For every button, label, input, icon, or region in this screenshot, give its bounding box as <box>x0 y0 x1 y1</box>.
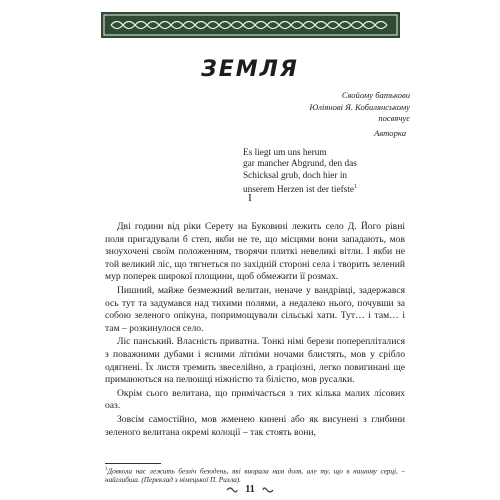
paragraph: Дві години від ріки Серету на Буковині лежить село Д. Його рівні поля пригадували б степ, якби не те, що місцями вони западають, мов зноухочені своїм положенням, творячи плиткі невеликі вітли. І якби не той великий ліс, що тягнеться по західній стороні села і творить зелений мур поперек широкої площини, щоб обмежити її розмах. <box>105 221 405 283</box>
page-title: ЗЕМЛЯ <box>201 57 299 82</box>
epigraph-line: Es liegt um uns herum <box>243 148 327 158</box>
dedication-line: посвячує <box>378 113 410 123</box>
paragraph: Ліс панський. Власність приватна. Тонкі німі берези поперепліталися з поважними дубами і ясними літніми ночами блистять, мов у срібло одягнені. Їх листя тремить звеселійно, а граціозні, легко повигинані ще примаюються на пелюшці ніжністю та білістю, мов русалки. <box>105 336 405 386</box>
dedication-line: Юліянові Я. Кобилянському <box>309 101 410 112</box>
epigraph-line: Schicksal grub, doch hier in <box>243 170 348 181</box>
page-number: 11 <box>245 484 255 495</box>
epigraph-line: gar mancher Abgrund, den das <box>243 159 357 170</box>
footnote-divider <box>105 463 161 464</box>
paragraph: Зовсім самостійно, мов жменею кинені або як висунені з глибини зеленого велитана окремі колоції – так стоять вони, <box>105 413 405 438</box>
dedication-line: Свойому батькови <box>341 90 410 100</box>
paragraph: Пишний, майже безмежний велитан, неначе у вандрівці, задержався ось тут та задумався над тихими полями, а недалеко нього, почувши за собою зеленого опікуна, попримощували сільські хати. Тут… і там… і там – розкинулося село. <box>105 284 405 334</box>
paragraph: Окрім сього велитана, що примічається з тих кілька малих лісових оаз. <box>105 387 405 412</box>
page-number-ornament-right <box>262 486 274 494</box>
footnote <box>105 465 405 485</box>
footnote-reference: 1 <box>354 183 357 190</box>
epigraph-line-text: unserem Herzen ist der tiefste <box>243 184 354 195</box>
epigraph <box>243 148 433 196</box>
footnote-text: Довкола нас лежить безліч безодень, які виорала нам доля, але ту, що в нашому серці, – найглибша. (Переклад з німецької П. Рихла). <box>105 467 405 485</box>
footnote-mark: 1 <box>105 467 108 472</box>
main-text <box>105 221 405 440</box>
chapter-number: I <box>248 192 252 204</box>
header-ornament <box>101 12 400 38</box>
dedication <box>260 90 410 139</box>
dedication-author: Авторка <box>374 127 406 138</box>
